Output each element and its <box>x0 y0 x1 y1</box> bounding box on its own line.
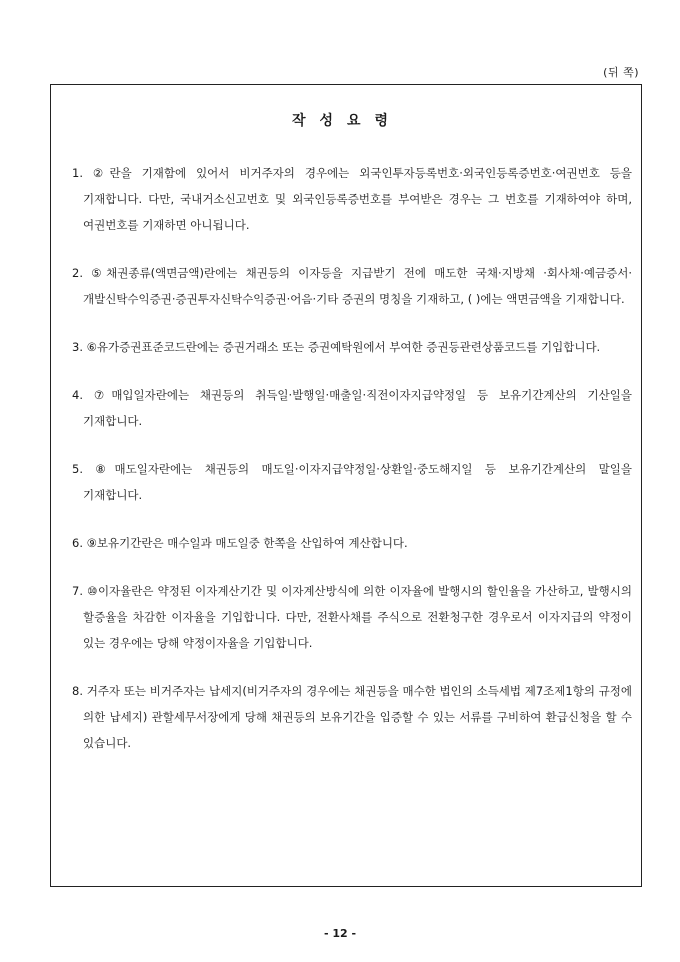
instruction-list <box>72 160 632 778</box>
instruction-item-2: 2. ⑤채권종류(액면금액)란에는 채권등의 이자등을 지급받기 전에 매도한 국채·지방채 ·회사채·예금증서·개발신탁수익증권·증권투자신탁수익증권·어음·기타 증권의 명칭을 기재하고, ( )에는 액면금액을 기재합니다. <box>72 266 632 306</box>
page-number: - 12 - <box>323 927 357 940</box>
instruction-item-1: 1. ②란을 기재함에 있어서 비거주자의 경우에는 외국인투자등록번호·외국인등록증번호·여권번호 등을 기재합니다. 다만, 국내거소신고번호 및 외국인등록증번호를 부여받은 경우는 그 번호를 기재하여야 하며, 여권번호를 기재하면 아니됩니다. <box>72 166 632 232</box>
instruction-item-5: 5. ⑧매도일자란에는 채권등의 매도일·이자지급약정일·상환일·중도해지일 등 보유기간계산의 말일을 기재합니다. <box>72 462 632 502</box>
page-side-label: (뒤 쪽) <box>603 66 639 79</box>
instruction-item-4: 4. ⑦매입일자란에는 채권등의 취득일·발행일·매출일·직전이자지급약정일 등 보유기간계산의 기산일을 기재합니다. <box>72 388 632 428</box>
instruction-item-3: 3. ⑥유가증권표준코드란에는 증권거래소 또는 증권예탁원에서 부여한 증권등관련상품코드를 기입합니다. <box>72 340 601 354</box>
instruction-item-6: 6. ⑨보유기간란은 매수일과 매도일중 한쪽을 산입하여 계산합니다. <box>72 536 408 550</box>
instruction-item-8: 8. 거주자 또는 비거주자는 납세지(비거주자의 경우에는 채권등을 매수한 법인의 소득세법 제7조제1항의 규정에 의한 납세지) 관할세무서장에게 당해 채권등의 보유기간을 입증할 수 있는 서류를 구비하여 환급신청을 할 수 있습니다. <box>72 684 633 750</box>
instruction-item-7: 7. ⑩이자율란은 약정된 이자계산기간 및 이자계산방식에 의한 이자율에 발행시의 할인율을 가산하고, 발행시의 할증율을 차감한 이자율을 기입합니다. 다만, 전환사채를 주식으로 전환청구한 경우로서 이자지급의 약정이 있는 경우에는 당해 약정이자율을 기입합니다. <box>72 584 632 650</box>
page-title: 작성요령 <box>291 113 403 129</box>
